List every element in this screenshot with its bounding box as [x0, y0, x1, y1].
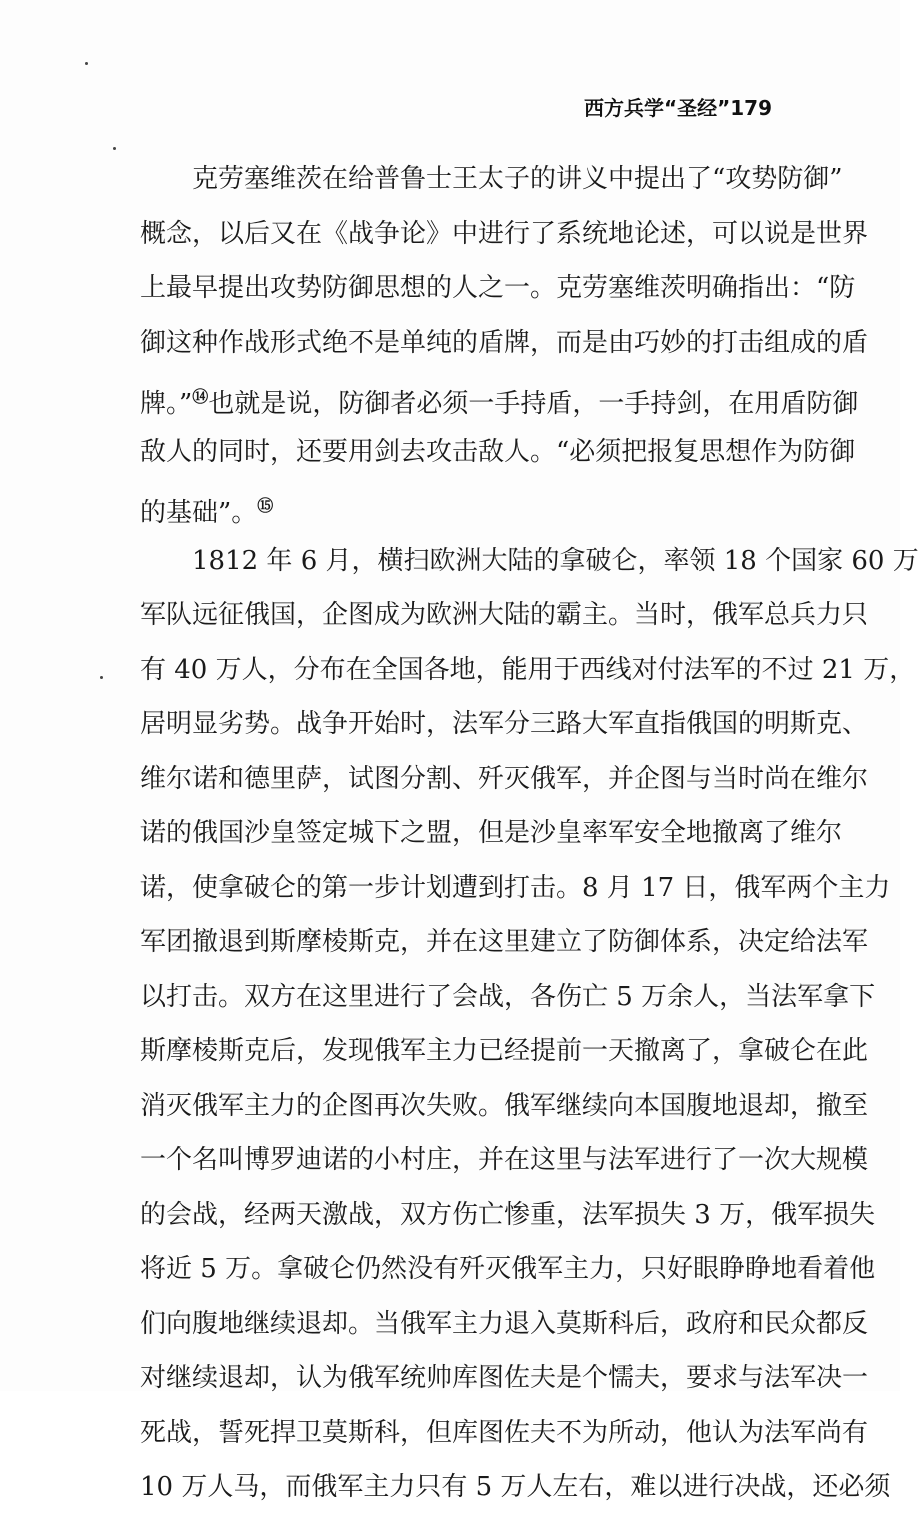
running-title: 西方兵学“圣经”: [583, 96, 731, 120]
text-line: 御这种作战形式绝不是单纯的盾牌，而是由巧妙的打击组成的盾: [140, 327, 869, 358]
text-line: 军团撤退到斯摩棱斯克，并在这里建立了防御体系，决定给法军: [140, 927, 869, 957]
text-line: 居明显劣势。战争开始时，法军分三路大军直指俄国的明斯克、: [140, 709, 869, 739]
scan-speck: [85, 62, 88, 65]
body-text: [140, 164, 919, 1529]
text-line: 斯摩棱斯克后，发现俄军主力已经提前一天撤离了，拿破仑在此: [140, 1036, 869, 1066]
text-line: 一个名叫博罗迪诺的小村庄，并在这里与法军进行了一次大规模: [140, 1145, 869, 1175]
text-line: 诺，使拿破仑的第一步计划遭到打击。8 月 17 日，俄军两个主力: [140, 872, 891, 903]
text-line: [140, 384, 859, 419]
text-segment: 也就是说，防御者必须一手持盾，一手持剑，在用盾防御: [208, 389, 859, 419]
text-line: 敌人的同时，还要用剑去攻击敌人。“必须把报复思想作为防御: [140, 436, 856, 467]
running-head: [584, 92, 772, 121]
text-line: 的会战，经两天激战，双方伤亡惨重，法军损失 3 万，俄军损失: [140, 1199, 876, 1230]
text-line: 10 万人马，而俄军主力只有 5 万人左右，难以进行决战，还必须: [140, 1472, 891, 1502]
text-line: 概念，以后又在《战争论》中进行了系统地论述，可以说是世界: [140, 218, 869, 249]
text-line: 将近 5 万。拿破仑仍然没有歼灭俄军主力，只好眼睁睁地看着他: [140, 1254, 876, 1284]
text-line: 诺的俄国沙皇签定城下之盟，但是沙皇率军安全地撤离了维尔: [140, 818, 843, 848]
text-segment: 牌。”: [140, 389, 193, 419]
scan-speck: [113, 147, 116, 150]
text-line: 军队远征俄国，企图成为欧洲大陆的霸主。当时，俄军总兵力只: [140, 600, 869, 630]
footnote-marker: ⑮: [257, 496, 274, 515]
text-segment: 的基础”。: [140, 498, 258, 528]
text-line: 维尔诺和德里萨，试图分割、歼灭俄军，并企图与当时尚在维尔: [140, 763, 869, 794]
text-line: 有 40 万人，分布在全国各地，能用于西线对付法军的不过 21 万，: [140, 654, 916, 685]
text-line: 1812 年 6 月，横扫欧洲大陆的拿破仑，率领 18 个国家 60 万: [192, 545, 919, 576]
text-line: 克劳塞维茨在给普鲁士王太子的讲义中提出了“攻势防御”: [192, 164, 843, 194]
text-line: 对继续退却，认为俄军统帅库图佐夫是个懦夫，要求与法军决一: [140, 1363, 869, 1393]
footnote-marker: ⑭: [192, 387, 209, 406]
text-line: 以打击。双方在这里进行了会战，各伤亡 5 万余人，当法军拿下: [140, 981, 876, 1012]
page-number: 179: [730, 96, 772, 120]
text-line: 们向腹地继续退却。当俄军主力退入莫斯科后，政府和民众都反: [140, 1308, 869, 1339]
text-line: [140, 493, 780, 528]
text-line: 上最早提出攻势防御思想的人之一。克劳塞维茨明确指出：“防: [140, 273, 856, 303]
text-line: 消灭俄军主力的企图再次失败。俄军继续向本国腹地退却，撤至: [140, 1090, 869, 1121]
text-line: 死战，誓死捍卫莫斯科，但库图佐夫不为所动，他认为法军尚有: [140, 1417, 869, 1448]
scan-speck: [100, 676, 103, 679]
